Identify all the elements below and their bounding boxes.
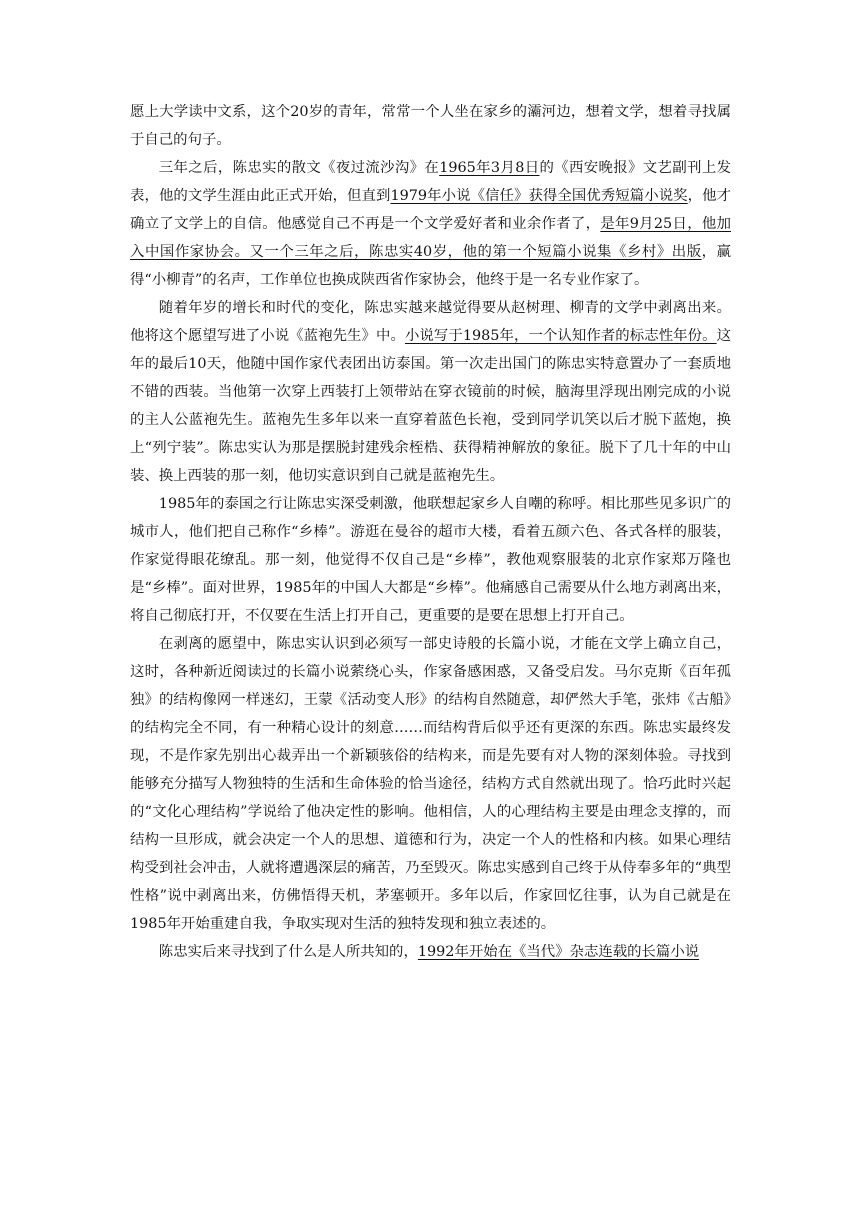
underlined-text: 1979年小说《信任》获得全国优秀短篇小说奖 [390,188,688,204]
article-body [130,98,731,966]
paragraph-5 [130,630,731,938]
paragraph-6 [130,938,731,966]
text-segment: 的《西安晚报》文艺副刊上发表，他的文学生涯由此正式开始，但直到 [130,160,731,204]
paragraph-3 [130,294,731,490]
text-segment: 这年的最后10天，他随中国作家代表团出访泰国。第一次走出国门的陈忠实特意置办了一套质地不错的西装。当他第一次穿上西装打上领带站在穿衣镜前的时候，脑海里浮现出刚完成的小说的主人公蓝袍先生。蓝袍先生多年以来一直穿着蓝色长袍，受到同学讥笑以后才脱下蓝炮，换上“列宁装”。陈忠实认为那是摆脱封建残余桎梏、获得精神解放的象征。脱下了几十年的中山装、换上西装的那一刻，他切实意识到自己就是蓝袍先生。 [130,328,732,484]
text-segment: 随着年岁的增长和时代的变化，陈忠实越来越觉得要从赵树理、柳青的文学中剥离出来。他将这个愿望写进了小说《蓝袍先生》中。 [130,300,731,344]
underlined-text: 是年9月25日，他加入中国作家协会。又一个三年之后，陈忠实40岁，他的第一个短篇小说集《乡村》出版 [130,216,731,260]
text-segment: 陈忠实后来寻找到了什么是人所共知的， [158,944,418,960]
paragraph-2 [130,154,731,294]
text-segment: ，他才确立了文学上的自信。他感觉自己不再是一个文学爱好者和业余作者了， [130,188,731,232]
text-segment: 1985年的泰国之行让陈忠实深受刺激，他联想起家乡人自嘲的称呼。相比那些见多识广的城市人，他们把自己称作“乡棒”。游逛在曼谷的超市大楼，看着五颜六色、各式各样的服装，作家觉得眼花缭乱。那一刻，他觉得不仅自己是“乡棒”，教他观察服装的北京作家郑万隆也是“乡棒”。面对世界，1985年的中国人大都是“乡棒”。他痛感自己需要从什么地方剥离出来，将自己彻底打开，不仅要在生活上打开自己，更重要的是要在思想上打开自己。 [130,496,731,624]
underlined-text: 1965年3月8日 [439,160,540,176]
paragraph-1 [130,98,731,154]
text-segment: ，赢得“小柳青”的名声，工作单位也换成陕西省作家协会，他终于是一名专业作家了。 [130,244,731,288]
underlined-text: 1992年开始在《当代》杂志连载的长篇小说 [417,944,700,960]
text-segment: 在剥离的愿望中，陈忠实认识到必须写一部史诗般的长篇小说，才能在文学上确立自己，这时，各种新近阅读过的长篇小说萦绕心头，作家备感困惑，又备受启发。马尔克斯《百年孤独》的结构像网一样迷幻，王蒙《活动变人形》的结构自然随意，却俨然大手笔，张炜《古船》的结构完全不同，有一种精心设计的刻意……而结构背后似乎还有更深的东西。陈忠实最终发现，不是作家先别出心裁弄出一个新颖骇俗的结构来，而是先要有对人物的深刻体验。寻找到能够充分描写人物独特的生活和生命体验的恰当途径，结构方式自然就出现了。恰巧此时兴起的“文化心理结构”学说给了他决定性的影响。他相信，人的心理结构主要是由理念支撑的，而结构一旦形成，就会决定一个人的思想、道德和行为，决定一个人的性格和内核。如果心理结构受到社会冲击，人就将遭遇深层的痛苦，乃至毁灭。陈忠实感到自己终于从侍奉多年的“典型性格”说中剥离出来，仿佛悟得天机，茅塞顿开。多年以后，作家回忆往事，认为自己就是在1985年开始重建自我，争取实现对生活的独特发现和独立表述的。 [130,636,731,932]
paragraph-4 [130,490,731,630]
text-segment: 三年之后，陈忠实的散文《夜过流沙沟》在 [158,160,440,176]
underlined-text: 小说写于1985年，一个认知作者的标志性年份。 [404,328,717,344]
text-segment: 愿上大学读中文系，这个20岁的青年，常常一个人坐在家乡的灞河边，想着文学，想着寻找属于自己的句子。 [130,104,731,148]
